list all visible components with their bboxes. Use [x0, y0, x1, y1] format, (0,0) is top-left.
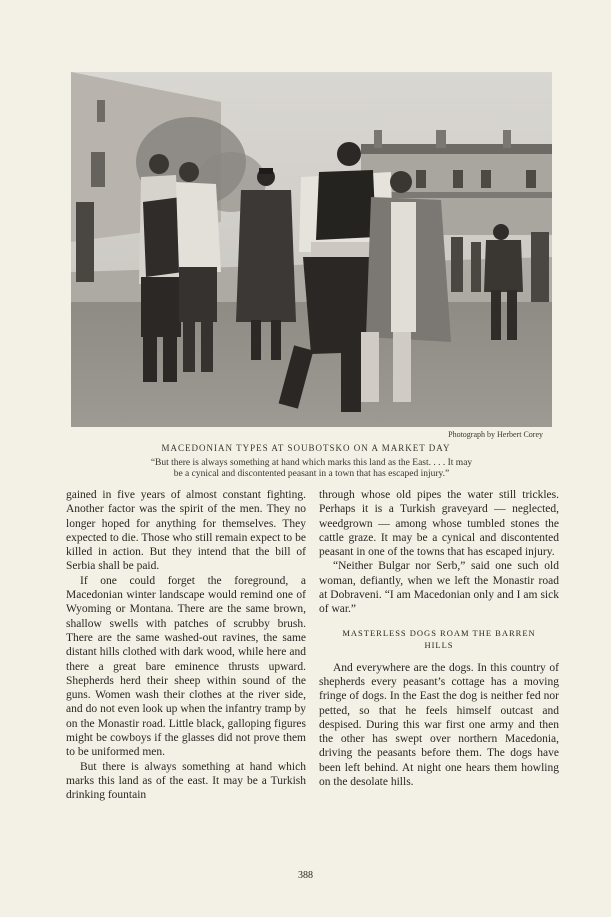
left-paragraph-1: gained in five years of almost constant fighting. Another factor was the spirit of the men. They no longer hoped for anything for themselves. They expected to die. Those who still remain expect to be killed in action. But they intend that the bill of Serbia shall be paid.: [66, 489, 306, 573]
caption-title: MACEDONIAN TYPES AT SOUBOTSKO ON A MARKET DAY: [161, 443, 451, 453]
market-day-photograph: [71, 72, 552, 427]
subheading-line-1: MASTERLESS DOGS ROAM THE BARREN: [342, 627, 536, 638]
right-text-column: [319, 488, 559, 789]
right-paragraph-2: “Neither Bulgar nor Serb,” said one such old woman, defiantly, when we left the Monastir road at Dobraveni. “I am Macedonian only and I am sick of war.”: [319, 560, 559, 616]
left-text-column: [66, 488, 306, 803]
left-paragraph-3: But there is always something at hand which marks this land as of the east. It may be a Turkish drinking fountain: [66, 760, 306, 802]
section-subheading: [319, 627, 559, 651]
page-number: 388: [298, 870, 313, 881]
right-paragraph-3: And everywhere are the dogs. In this country of shepherds every peasant’s cottage has a moving fringe of dogs. In the East the dog is neither fed nor petted, so that he feels himself outcast and despised. During this war first one army and then the other has swept over northern Macedonia, driving the peasants before them. The dogs have been left behind. At night one hears them howling on the desolate hills.: [319, 661, 559, 789]
photo-credit: Photograph by Herbert Corey: [448, 430, 543, 439]
caption-quote-line-2: be a cynical and discontented peasant in a town that has escaped injury.”: [173, 469, 450, 479]
left-paragraph-2: If one could forget the foreground, a Macedonian winter landscape would remind one of Wyoming or Montana. There are the same brown, shallow swells with patches of scrubby brush. There are the same washed-out ravines, the same distant hills clothed with dark wood, while here and there a great bare eminence thrusts upward. Shepherds herd their sheep within sound of the guns. Women wash their clothes at the river side, and do not even look up when the infantry tramp by on the Monastir road. Little black, galloping figures might be cowboys if the glasses did not prove them to be uniformed men.: [66, 574, 306, 759]
caption-quote-line-1: “But there is always something at hand which marks this land as the East. . . . It may: [150, 458, 473, 468]
subheading-line-2: HILLS: [424, 639, 454, 650]
right-paragraph-1: through whose old pipes the water still trickles. Perhaps it is a Turkish graveyard — neglected, weedgrown — among whose tumbled stones the cattle graze. It may be a cynical and discontented peasant in one of the towns that has escaped injury.: [319, 489, 559, 559]
caption-quote: [71, 458, 552, 480]
